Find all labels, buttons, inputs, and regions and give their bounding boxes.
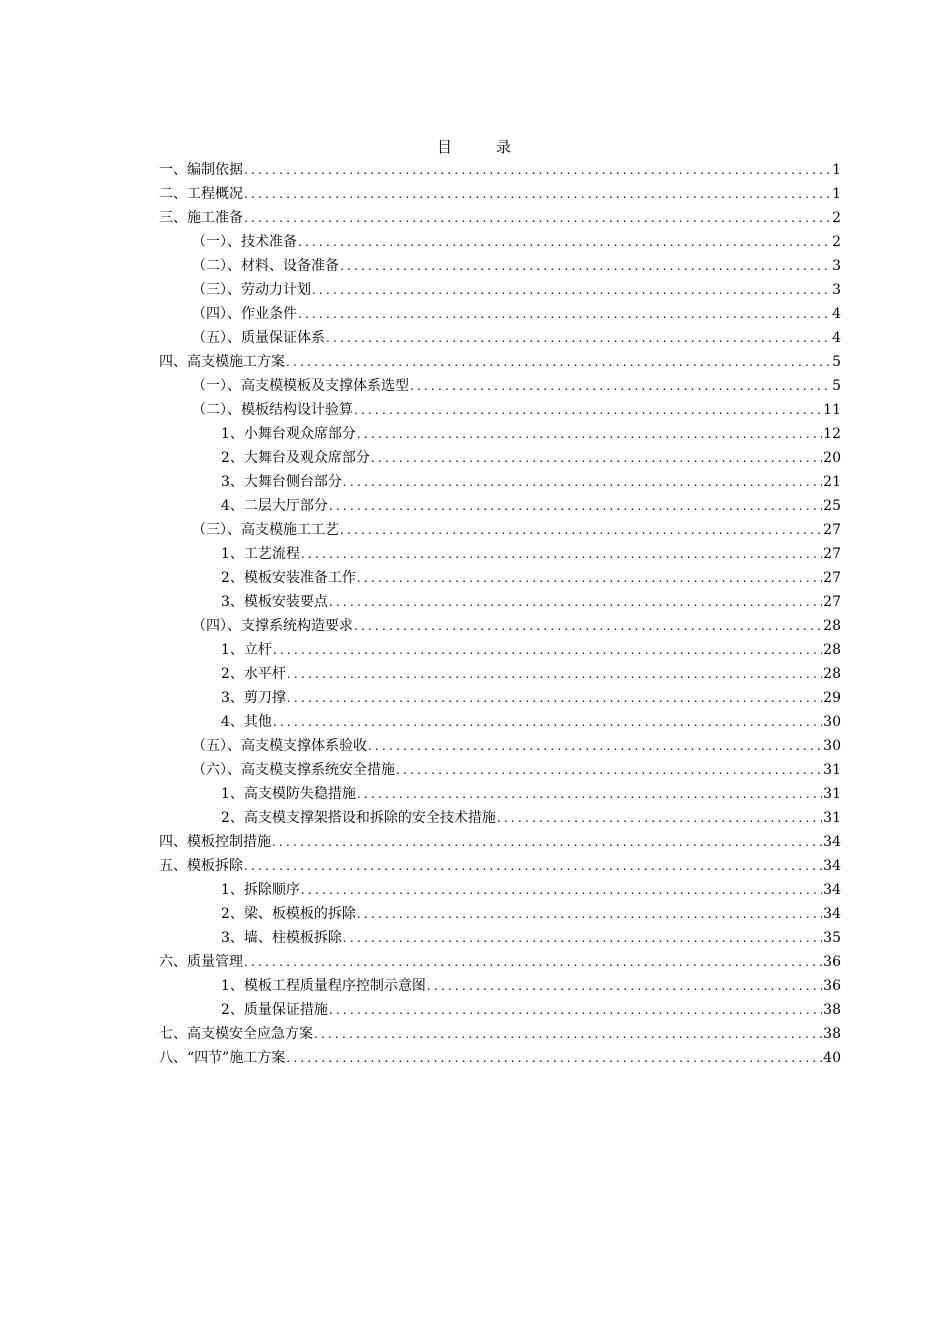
toc-entry[interactable] — [159, 854, 841, 878]
toc-entry-page-number: 34 — [823, 858, 841, 874]
toc-entry[interactable] — [159, 998, 841, 1022]
toc-dot-leader — [272, 830, 822, 854]
toc-dot-leader — [340, 518, 822, 542]
toc-dot-leader — [497, 806, 822, 830]
toc-entry[interactable] — [159, 254, 841, 278]
toc-entry[interactable] — [159, 758, 841, 782]
toc-entry[interactable] — [159, 230, 841, 254]
toc-entry-page-number: 30 — [823, 738, 841, 754]
toc-entry-page-number: 5 — [832, 354, 841, 370]
toc-title-right: 录 — [496, 138, 514, 156]
toc-entry-page-number: 25 — [823, 498, 841, 514]
toc-entry-label: （五）、质量保证体系 — [192, 330, 325, 346]
toc-entry[interactable] — [159, 710, 841, 734]
toc-entry-page-number: 35 — [823, 930, 841, 946]
toc-dot-leader — [357, 782, 822, 806]
toc-entry-page-number: 27 — [823, 522, 841, 538]
toc-entry[interactable] — [159, 1046, 841, 1070]
toc-dot-leader — [244, 158, 831, 182]
toc-entry[interactable] — [159, 1022, 841, 1046]
toc-entry-label: 三、施工准备 — [159, 210, 243, 226]
toc-dot-leader — [329, 494, 822, 518]
toc-entry-label: 四、高支模施工方案 — [159, 354, 285, 370]
toc-dot-leader — [357, 902, 822, 926]
toc-dot-leader — [312, 278, 831, 302]
toc-entry[interactable] — [159, 734, 841, 758]
toc-entry-page-number: 20 — [823, 450, 841, 466]
toc-entry-page-number: 31 — [823, 786, 841, 802]
toc-entry-page-number: 2 — [832, 210, 841, 226]
toc-entry-page-number: 28 — [823, 666, 841, 682]
toc-entry-page-number: 3 — [832, 258, 841, 274]
toc-entry-page-number: 21 — [823, 474, 841, 490]
toc-entry-label: 2、梁、板模板的拆除 — [221, 906, 356, 922]
toc-entry[interactable] — [159, 278, 841, 302]
toc-entry[interactable] — [159, 542, 841, 566]
toc-entry[interactable] — [159, 638, 841, 662]
toc-entry[interactable] — [159, 830, 841, 854]
toc-entry[interactable] — [159, 518, 841, 542]
toc-entry-page-number: 1 — [832, 162, 841, 178]
toc-entry[interactable] — [159, 182, 841, 206]
toc-entry-label: （四）、作业条件 — [192, 306, 297, 322]
toc-entry-label: 2、大舞台及观众席部分 — [221, 450, 370, 466]
toc-entry[interactable] — [159, 782, 841, 806]
toc-entry[interactable] — [159, 950, 841, 974]
toc-entry-page-number: 11 — [823, 402, 841, 418]
toc-entry-page-number: 4 — [832, 330, 841, 346]
toc-entry[interactable] — [159, 686, 841, 710]
toc-entry-page-number: 38 — [823, 1002, 841, 1018]
toc-entry-label: 3、大舞台侧台部分 — [221, 474, 342, 490]
toc-entry-label: （三）、高支模施工工艺 — [192, 522, 339, 538]
toc-dot-leader — [301, 542, 822, 566]
toc-entry[interactable] — [159, 326, 841, 350]
toc-entry-label: 1、立杆 — [221, 642, 272, 658]
toc-dot-leader — [354, 398, 822, 422]
toc-entry-label: （三）、劳动力计划 — [192, 282, 311, 298]
toc-dot-leader — [427, 974, 822, 998]
toc-dot-leader — [273, 710, 822, 734]
toc-entry-label: （四）、支撑系统构造要求 — [192, 618, 353, 634]
toc-entry-label: （二）、模板结构设计验算 — [192, 402, 353, 418]
toc-dot-leader — [286, 350, 831, 374]
toc-dot-leader — [273, 638, 822, 662]
toc-dot-leader — [354, 614, 822, 638]
toc-entry-label: 3、剪刀撑 — [221, 690, 286, 706]
toc-dot-leader — [298, 302, 831, 326]
toc-dot-leader — [343, 926, 822, 950]
toc-entry-label: （一）、高支模模板及支撑体系选型 — [192, 378, 409, 394]
toc-entry[interactable] — [159, 398, 841, 422]
toc-entry-label: （二）、材料、设备准备 — [192, 258, 339, 274]
toc-entry[interactable] — [159, 590, 841, 614]
toc-dot-leader — [371, 446, 822, 470]
toc-dot-leader — [340, 254, 831, 278]
toc-entry[interactable] — [159, 974, 841, 998]
toc-entry-page-number: 28 — [823, 642, 841, 658]
toc-entry-page-number: 27 — [823, 546, 841, 562]
toc-entry-page-number: 38 — [823, 1026, 841, 1042]
toc-dot-leader — [244, 206, 831, 230]
toc-dot-leader — [244, 950, 822, 974]
toc-entry[interactable] — [159, 470, 841, 494]
toc-entry-label: 1、高支模防失稳措施 — [221, 786, 356, 802]
toc-entry-page-number: 3 — [832, 282, 841, 298]
toc-dot-leader — [298, 230, 831, 254]
toc-entry-label: 六、质量管理 — [159, 954, 243, 970]
toc-entry-page-number: 12 — [823, 426, 841, 442]
toc-entry-page-number: 5 — [832, 378, 841, 394]
toc-entry[interactable] — [159, 926, 841, 950]
toc-dot-leader — [244, 854, 822, 878]
toc-entry-label: 1、小舞台观众席部分 — [221, 426, 356, 442]
toc-entry-page-number: 27 — [823, 570, 841, 586]
toc-entry[interactable] — [159, 446, 841, 470]
toc-entry[interactable] — [159, 614, 841, 638]
toc-entry-label: 八、“四节”施工方案 — [159, 1050, 286, 1066]
toc-dot-leader — [329, 998, 822, 1022]
toc-entry-label: 2、模板安装准备工作 — [221, 570, 356, 586]
toc-entry-label: 2、高支模支撑架搭设和拆除的安全技术措施 — [221, 810, 496, 826]
toc-dot-leader — [368, 734, 822, 758]
toc-dot-leader — [314, 1022, 822, 1046]
toc-entry-label: 2、水平杆 — [221, 666, 286, 682]
toc-entry[interactable] — [159, 878, 841, 902]
toc-entry[interactable] — [159, 662, 841, 686]
toc-entry-label: 七、高支模安全应急方案 — [159, 1026, 313, 1042]
toc-title-left: 目 — [436, 138, 454, 156]
toc-entry-page-number: 2 — [832, 234, 841, 250]
toc-entry-page-number: 1 — [832, 186, 841, 202]
toc-entry[interactable] — [159, 374, 841, 398]
toc-entry-label: 四、模板控制措施 — [159, 834, 271, 850]
toc-dot-leader — [326, 326, 831, 350]
toc-entry[interactable] — [159, 806, 841, 830]
toc-entry[interactable] — [159, 494, 841, 518]
toc-entry-label: （五）、高支模支撑体系验收 — [192, 738, 367, 754]
toc-dot-leader — [287, 662, 822, 686]
toc-dot-leader — [396, 758, 822, 782]
toc-dot-leader — [410, 374, 831, 398]
toc-entry[interactable] — [159, 422, 841, 446]
toc-entry[interactable] — [159, 302, 841, 326]
toc-entry-label: 五、模板拆除 — [159, 858, 243, 874]
toc-entry-page-number: 31 — [823, 762, 841, 778]
toc-entry-page-number: 34 — [823, 834, 841, 850]
toc-entry-page-number: 36 — [823, 954, 841, 970]
toc-entry-label: 2、质量保证措施 — [221, 1002, 328, 1018]
toc-dot-leader — [343, 470, 822, 494]
toc-dot-leader — [244, 182, 831, 206]
toc-entry-label: 3、模板安装要点 — [221, 594, 328, 610]
toc-dot-leader — [357, 566, 822, 590]
toc-entry-label: 1、工艺流程 — [221, 546, 300, 562]
toc-entry-label: （六）、高支模支撑系统安全措施 — [192, 762, 395, 778]
toc-dot-leader — [357, 422, 822, 446]
toc-entry-page-number: 27 — [823, 594, 841, 610]
toc-entry-page-number: 4 — [832, 306, 841, 322]
toc-entry[interactable] — [159, 158, 841, 182]
toc-entry-label: 一、编制依据 — [159, 162, 243, 178]
toc-entry-label: 4、其他 — [221, 714, 272, 730]
toc-entry-label: 1、模板工程质量程序控制示意图 — [221, 978, 426, 994]
toc-dot-leader — [329, 590, 822, 614]
toc-entry[interactable] — [159, 902, 841, 926]
toc-title — [0, 136, 950, 157]
toc-entry-page-number: 34 — [823, 882, 841, 898]
toc-entry-label: 4、二层大厅部分 — [221, 498, 328, 514]
toc-entry-label: 3、墙、柱模板拆除 — [221, 930, 342, 946]
toc-entry-page-number: 36 — [823, 978, 841, 994]
toc-entry[interactable] — [159, 566, 841, 590]
toc-entry[interactable] — [159, 350, 841, 374]
toc-dot-leader — [301, 878, 822, 902]
table-of-contents — [159, 158, 841, 1070]
toc-entry-page-number: 30 — [823, 714, 841, 730]
toc-entry-page-number: 28 — [823, 618, 841, 634]
toc-entry-label: 二、工程概况 — [159, 186, 243, 202]
toc-dot-leader — [286, 1046, 822, 1070]
toc-entry-page-number: 34 — [823, 906, 841, 922]
toc-dot-leader — [287, 686, 822, 710]
toc-entry-label: （一）、技术准备 — [192, 234, 297, 250]
toc-entry-label: 1、拆除顺序 — [221, 882, 300, 898]
toc-entry-page-number: 29 — [823, 690, 841, 706]
toc-entry-page-number: 31 — [823, 810, 841, 826]
toc-entry-page-number: 40 — [823, 1050, 841, 1066]
toc-entry[interactable] — [159, 206, 841, 230]
